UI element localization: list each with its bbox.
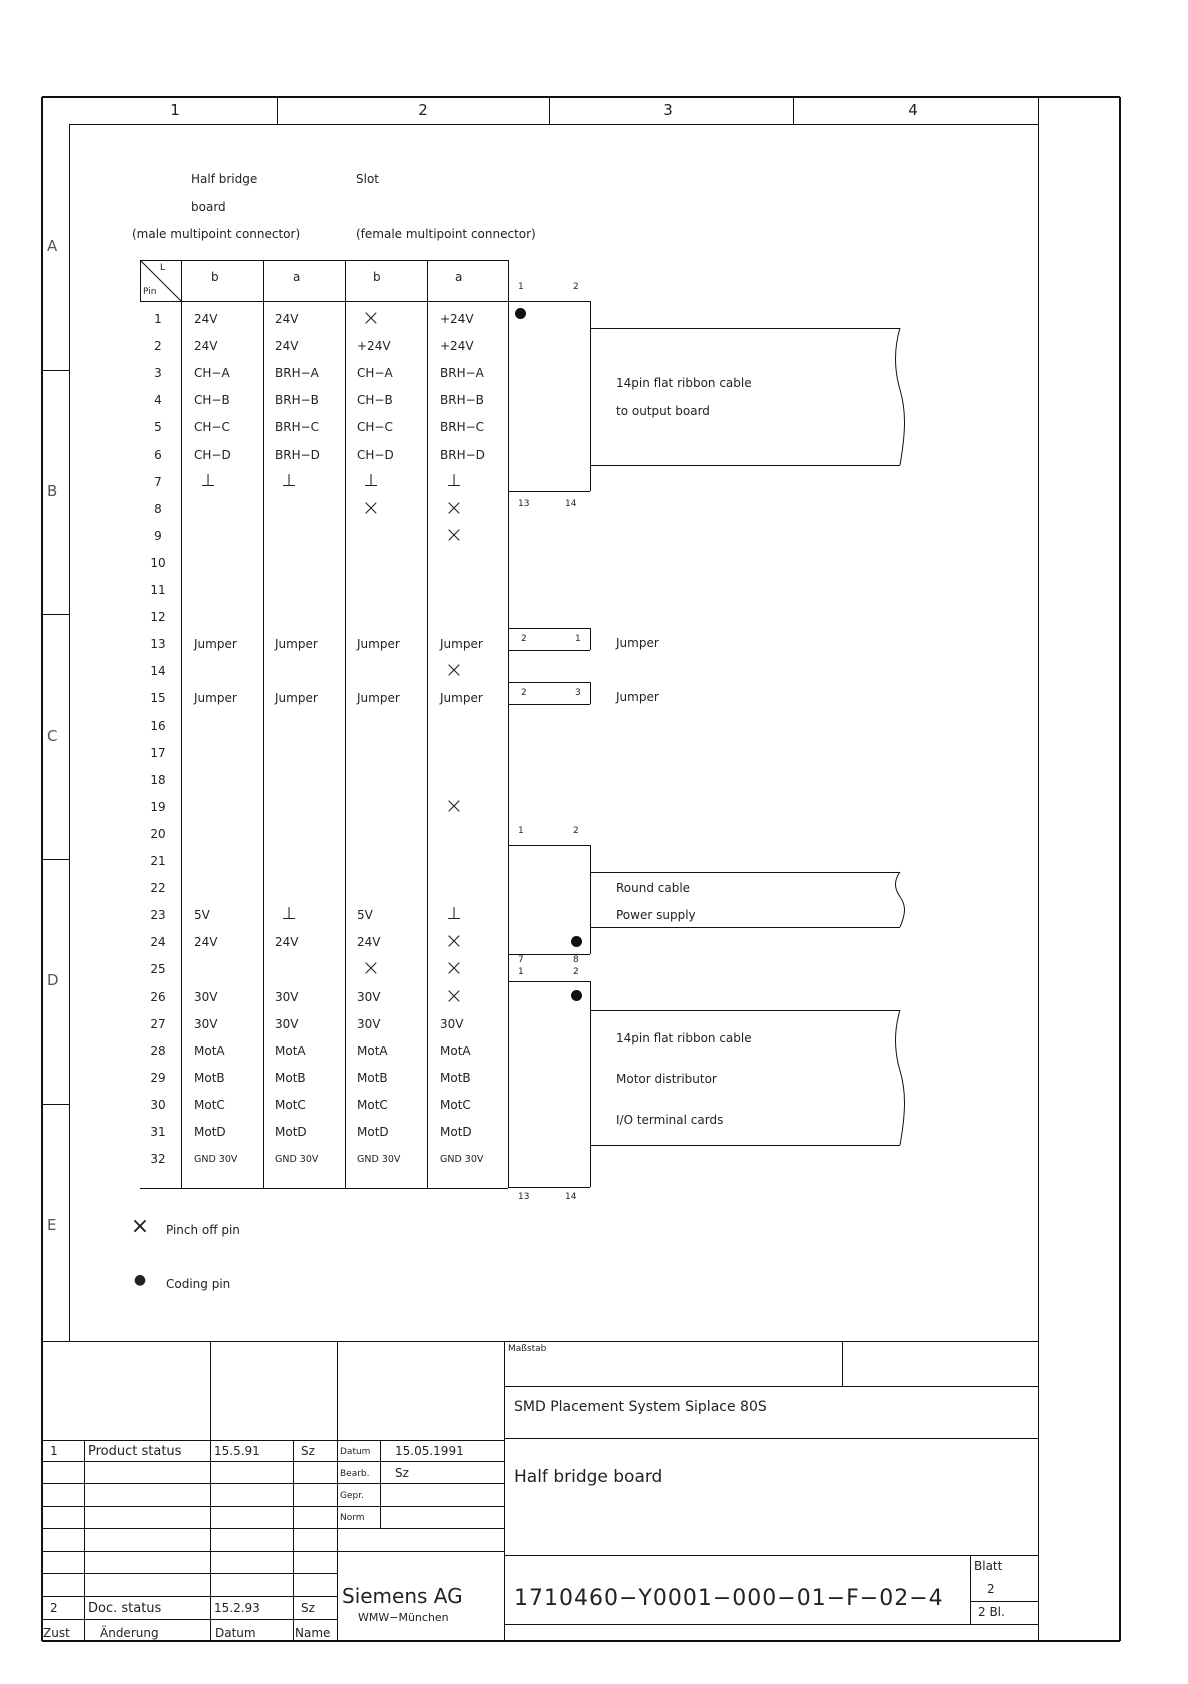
pin-signal: MotB [440, 1070, 471, 1085]
zone-row-label: C [47, 727, 58, 745]
zone-bar-bottom [69, 124, 1038, 125]
tb-col-aenderung [84, 1440, 85, 1641]
cable-label: to output board [616, 404, 710, 418]
pin-signal: MotA [440, 1043, 471, 1058]
sheet-count: 2 Bl. [978, 1605, 1005, 1619]
connector-pin-label: 1 [518, 282, 524, 292]
cable-label: Power supply [616, 908, 696, 922]
board-title-line1: Half bridge [191, 172, 258, 186]
top-connector-left [508, 301, 509, 491]
tb-mid-row [337, 1461, 504, 1462]
tb-mid-row [337, 1483, 504, 1484]
corner-label-bottom: Pin [143, 287, 157, 297]
tb-number-top [504, 1555, 1038, 1556]
ground-symbol: ⊥ [200, 470, 216, 491]
drawing-title: Half bridge board [514, 1467, 663, 1487]
zone-row-divider [42, 859, 69, 860]
pin-number: 25 [150, 962, 166, 977]
jumper-pin-label: 3 [575, 688, 581, 698]
coding-pin-dot [571, 990, 582, 1001]
tb-row [42, 1528, 337, 1529]
zone-col-divider [549, 97, 550, 124]
tb-col-name [293, 1440, 294, 1641]
pin-signal: MotC [357, 1097, 388, 1112]
pin-signal: 24V [275, 339, 299, 354]
legend-coding-label: Coding pin [166, 1277, 231, 1291]
pin-number: 22 [150, 881, 166, 896]
revision-name: Sz [301, 1444, 315, 1458]
pin-number: 32 [150, 1152, 166, 1167]
pinch-off-mark: × [444, 495, 464, 521]
jumper-pin-label: 2 [521, 634, 527, 644]
pin-signal: 30V [275, 989, 299, 1004]
pinch-off-mark: × [444, 983, 464, 1009]
pin-number: 7 [154, 474, 162, 489]
pin-number: 10 [150, 555, 166, 570]
pin-number: 16 [150, 718, 166, 733]
pin-signal: 30V [357, 1016, 381, 1031]
pin-number: 1 [154, 312, 162, 326]
tb-blatt-divider [970, 1555, 971, 1624]
datum-label: Datum [340, 1447, 371, 1457]
jumper-label: Jumper [616, 690, 659, 704]
motor-cable-top [590, 1010, 900, 1011]
zone-row-label: B [47, 482, 58, 500]
table-bottom [140, 1188, 508, 1189]
pinch-off-mark: × [444, 658, 464, 684]
table-col-line [263, 260, 264, 1188]
pin-signal: 5V [194, 908, 210, 923]
tb-system-top [504, 1386, 1038, 1387]
col-zust-label: Zust [43, 1626, 70, 1640]
pin-number: 3 [154, 366, 162, 381]
pin-signal: Jumper [275, 691, 318, 706]
pin-signal: Jumper [440, 691, 483, 706]
cable-label: Round cable [616, 881, 691, 895]
zone-column-label: 1 [170, 101, 180, 119]
pin-signal: Jumper [357, 637, 400, 652]
pin-signal: 24V [275, 312, 299, 326]
slot-connector-label: (female multipoint connector) [356, 227, 536, 241]
frame-top [42, 96, 1120, 98]
pin-number: 13 [150, 637, 166, 652]
motor-connector-left [508, 981, 509, 1187]
legend-pinch-symbol: × [130, 1214, 150, 1239]
col-name-label: Name [295, 1626, 331, 1640]
company-location: WMW−München [358, 1611, 449, 1624]
pin-signal: 24V [194, 339, 218, 354]
tb-number-bottom [504, 1624, 1038, 1625]
pin-signal: MotC [275, 1097, 306, 1112]
revision-zust: 1 [50, 1444, 58, 1458]
pin-number: 14 [150, 664, 166, 679]
connector-pin-label: 14 [565, 1192, 577, 1202]
pin-number: 29 [150, 1070, 166, 1085]
pinch-off-mark: × [444, 929, 464, 955]
pin-signal: Jumper [275, 637, 318, 652]
drawing-number: 1710460−Y0001−000−01−F−02−4 [514, 1586, 944, 1611]
blatt-value: 2 [987, 1582, 995, 1596]
jumper-pin-label: 1 [575, 634, 581, 644]
top-connector-bottom [508, 491, 590, 492]
pin-signal: +24V [440, 312, 474, 326]
pin-signal: MotA [357, 1043, 388, 1058]
column-header-label: b [211, 270, 219, 284]
pin-signal: CH−B [194, 393, 230, 408]
pin-signal: 24V [275, 935, 299, 950]
pin-signal: BRH−A [440, 366, 484, 381]
pin-number: 31 [150, 1125, 166, 1139]
ground-symbol: ⊥ [446, 470, 462, 491]
frame-bottom [42, 1640, 1120, 1642]
pin-signal: BRH−B [440, 393, 484, 408]
connector-pin-label: 1 [518, 967, 524, 977]
pin-number: 8 [154, 501, 162, 516]
pin-signal: MotD [440, 1125, 472, 1139]
pin-signal: GND 30V [194, 1154, 238, 1166]
ground-symbol: ⊥ [363, 470, 379, 491]
jumper-box-left [508, 682, 509, 704]
motor-cable-bottom [590, 1145, 900, 1146]
tb-mid-row [337, 1506, 504, 1507]
pin-signal: 24V [194, 312, 218, 326]
pin-signal: MotB [194, 1070, 225, 1085]
bearb-value: Sz [395, 1466, 409, 1480]
col-aenderung-label: Änderung [100, 1626, 159, 1640]
pin-number: 4 [154, 393, 162, 408]
connector-pin-label: 2 [573, 282, 579, 292]
revision-zust: 2 [50, 1601, 58, 1615]
zone-row-label: E [47, 1216, 57, 1234]
cable-break-line [890, 328, 910, 465]
table-col-line [181, 260, 182, 1188]
pinch-off-mark: × [361, 495, 381, 521]
pin-number: 21 [150, 854, 166, 868]
pinch-off-mark: × [444, 956, 464, 982]
power-cable-top [590, 872, 900, 873]
motor-connector-top [508, 981, 590, 982]
jumper-box-top [508, 628, 590, 629]
connector-pin-label: 2 [573, 967, 579, 977]
revision-name: Sz [301, 1601, 315, 1615]
cable-break-line [890, 872, 910, 927]
tb-company-top [337, 1551, 504, 1552]
zone-row-divider [42, 1104, 69, 1105]
ribbon-cable-top [590, 328, 900, 329]
pin-number: 5 [154, 420, 162, 435]
sheet-right-margin [1038, 97, 1039, 1641]
tb-row [42, 1573, 337, 1574]
blatt-label: Blatt [974, 1559, 1003, 1573]
tb-row [42, 1551, 337, 1552]
table-header-line [140, 301, 508, 302]
table-top [140, 260, 508, 261]
ground-symbol: ⊥ [281, 904, 297, 925]
frame-left [41, 97, 43, 1641]
col-datum-label: Datum [215, 1626, 256, 1640]
pin-signal: BRH−C [275, 420, 320, 435]
pin-signal: 24V [357, 935, 381, 950]
norm-label: Norm [340, 1513, 365, 1523]
revision-date: 15.2.93 [214, 1601, 260, 1615]
gepr-label: Gepr. [340, 1491, 364, 1501]
cable-label: Motor distributor [616, 1072, 717, 1086]
frame-right [1119, 97, 1121, 1641]
legend-pinch-label: Pinch off pin [166, 1223, 240, 1237]
jumper-label: Jumper [616, 636, 659, 650]
connector-pin-label: 8 [573, 955, 579, 965]
pin-number: 19 [150, 799, 166, 814]
column-header-label: a [293, 270, 301, 284]
pin-signal: CH−D [194, 447, 231, 462]
corner-label-top: L [160, 263, 166, 273]
pin-signal: MotA [194, 1043, 225, 1058]
pin-number: 26 [150, 989, 166, 1004]
pin-signal: 30V [275, 1016, 299, 1031]
pin-number: 18 [150, 772, 166, 787]
pin-signal: MotB [275, 1070, 306, 1085]
connector-pin-label: 7 [518, 955, 524, 965]
jumper-pin-label: 2 [521, 688, 527, 698]
board-connector-label: (male multipoint connector) [132, 227, 301, 241]
connector-pin-label: 1 [518, 826, 524, 836]
pin-signal: BRH−D [440, 447, 485, 462]
pin-signal: BRH−C [440, 420, 485, 435]
pin-number: 15 [150, 691, 166, 706]
pin-signal: MotC [440, 1097, 471, 1112]
pinch-off-mark: × [361, 956, 381, 982]
pin-signal: MotA [275, 1043, 306, 1058]
pin-signal: MotD [194, 1125, 226, 1139]
pin-number: 17 [150, 745, 166, 760]
pin-signal: Jumper [440, 637, 483, 652]
connector-pin-label: 13 [518, 499, 530, 509]
motor-connector-right [590, 981, 591, 1187]
zone-row-divider [42, 614, 69, 615]
tb-blatt-row [970, 1601, 1038, 1602]
pinch-off-mark: × [444, 793, 464, 819]
pinch-off-mark: × [444, 522, 464, 548]
datum-value: 15.05.1991 [395, 1444, 464, 1458]
tb-title-top [504, 1438, 1038, 1439]
table-col-line [345, 260, 346, 1188]
pin-signal: GND 30V [275, 1154, 319, 1166]
pin-number: 9 [154, 528, 162, 543]
tb-mid-row [337, 1440, 504, 1441]
zone-row-label: A [47, 237, 58, 255]
pin-signal: MotD [357, 1125, 389, 1139]
bearb-label: Bearb. [340, 1469, 370, 1479]
titleblock-top [42, 1341, 1038, 1342]
pin-number: 12 [150, 610, 166, 625]
pin-signal: CH−C [194, 420, 230, 435]
top-connector-top [508, 301, 590, 302]
pin-signal: 30V [194, 1016, 218, 1031]
pin-signal: MotD [275, 1125, 307, 1139]
pin-signal: MotC [194, 1097, 225, 1112]
pin-number: 28 [150, 1043, 166, 1058]
table-col-line [427, 260, 428, 1188]
massstab-label: Maßstab [508, 1344, 547, 1354]
pin-number: 24 [150, 935, 166, 950]
pin-number: 27 [150, 1016, 166, 1031]
column-header-label: a [455, 270, 463, 284]
motor-connector-bottom [508, 1187, 590, 1188]
zone-column-label: 2 [418, 101, 428, 119]
pin-signal: Jumper [194, 691, 237, 706]
jumper-box-top [508, 682, 590, 683]
tb-row [42, 1506, 337, 1507]
company-name: Siemens AG [342, 1584, 463, 1608]
revision-text: Doc. status [88, 1601, 162, 1616]
zone-row-label: D [47, 971, 59, 989]
zone-row-divider [42, 370, 69, 371]
tb-row [42, 1483, 337, 1484]
pin-signal: 24V [194, 935, 218, 950]
ribbon-cable-bottom [590, 465, 900, 466]
pin-signal: Jumper [194, 637, 237, 652]
pin-number: 6 [154, 447, 162, 462]
cable-label: 14pin flat ribbon cable [616, 1031, 752, 1045]
board-title-line2: board [191, 200, 226, 214]
pin-number: 23 [150, 908, 166, 923]
pin-signal: 5V [357, 908, 373, 923]
tb-mid-col [380, 1440, 381, 1528]
ground-symbol: ⊥ [281, 470, 297, 491]
pin-signal: Jumper [357, 691, 400, 706]
pinch-off-mark: × [361, 306, 381, 331]
zone-column-label: 3 [663, 101, 673, 119]
legend-coding-symbol: ● [133, 1272, 147, 1288]
tb-row [42, 1461, 337, 1462]
jumper-box-left [508, 628, 509, 650]
pin-signal: CH−C [357, 420, 393, 435]
jumper-box-bottom [508, 704, 590, 705]
power-connector-left [508, 845, 509, 954]
revision-date: 15.5.91 [214, 1444, 260, 1458]
tb-mid-row [337, 1528, 504, 1529]
pin-signal: CH−A [194, 366, 230, 381]
ground-symbol: ⊥ [446, 904, 462, 925]
cable-break-line [890, 1010, 910, 1145]
pin-signal: GND 30V [440, 1154, 484, 1166]
zone-column-right [69, 124, 70, 1341]
revision-text: Product status [88, 1444, 182, 1459]
coding-pin-dot [571, 936, 582, 947]
pin-signal: CH−A [357, 366, 393, 381]
pin-signal: GND 30V [357, 1154, 401, 1166]
power-connector-top [508, 845, 590, 846]
tb-row [42, 1440, 337, 1441]
slot-title: Slot [356, 172, 379, 186]
zone-column-label: 4 [908, 101, 918, 119]
pin-signal: BRH−A [275, 366, 319, 381]
cable-label: 14pin flat ribbon cable [616, 376, 752, 390]
cable-label: I/O terminal cards [616, 1113, 724, 1127]
connector-pin-label: 13 [518, 1192, 530, 1202]
connector-pin-label: 14 [565, 499, 577, 509]
power-connector-right [590, 845, 591, 954]
pin-signal: +24V [357, 339, 391, 354]
pin-signal: CH−B [357, 393, 393, 408]
zone-col-divider [793, 97, 794, 124]
zone-col-divider [277, 97, 278, 124]
connector-pin-label: 2 [573, 826, 579, 836]
power-cable-bottom [590, 927, 900, 928]
pin-number: 30 [150, 1097, 166, 1112]
pin-signal: BRH−D [275, 447, 320, 462]
pin-signal: 30V [357, 989, 381, 1004]
top-connector-right [590, 301, 591, 491]
jumper-box-right [590, 682, 591, 704]
jumper-box-bottom [508, 650, 590, 651]
system-name: SMD Placement System Siplace 80S [514, 1399, 767, 1415]
pin-signal: +24V [440, 339, 474, 354]
pin-number: 2 [154, 339, 162, 354]
tb-massstab-divider [842, 1341, 843, 1386]
tb-row [42, 1619, 337, 1620]
jumper-box-right [590, 628, 591, 650]
pin-signal: BRH−B [275, 393, 319, 408]
pin-signal: 30V [440, 1016, 464, 1031]
pin-number: 11 [150, 583, 166, 597]
tb-row [42, 1596, 337, 1597]
pin-signal: 30V [194, 989, 218, 1004]
pin-number: 20 [150, 826, 166, 841]
column-header-label: b [373, 270, 381, 284]
coding-pin-dot [515, 308, 526, 319]
pin-signal: MotB [357, 1070, 388, 1085]
pin-signal: CH−D [357, 447, 394, 462]
